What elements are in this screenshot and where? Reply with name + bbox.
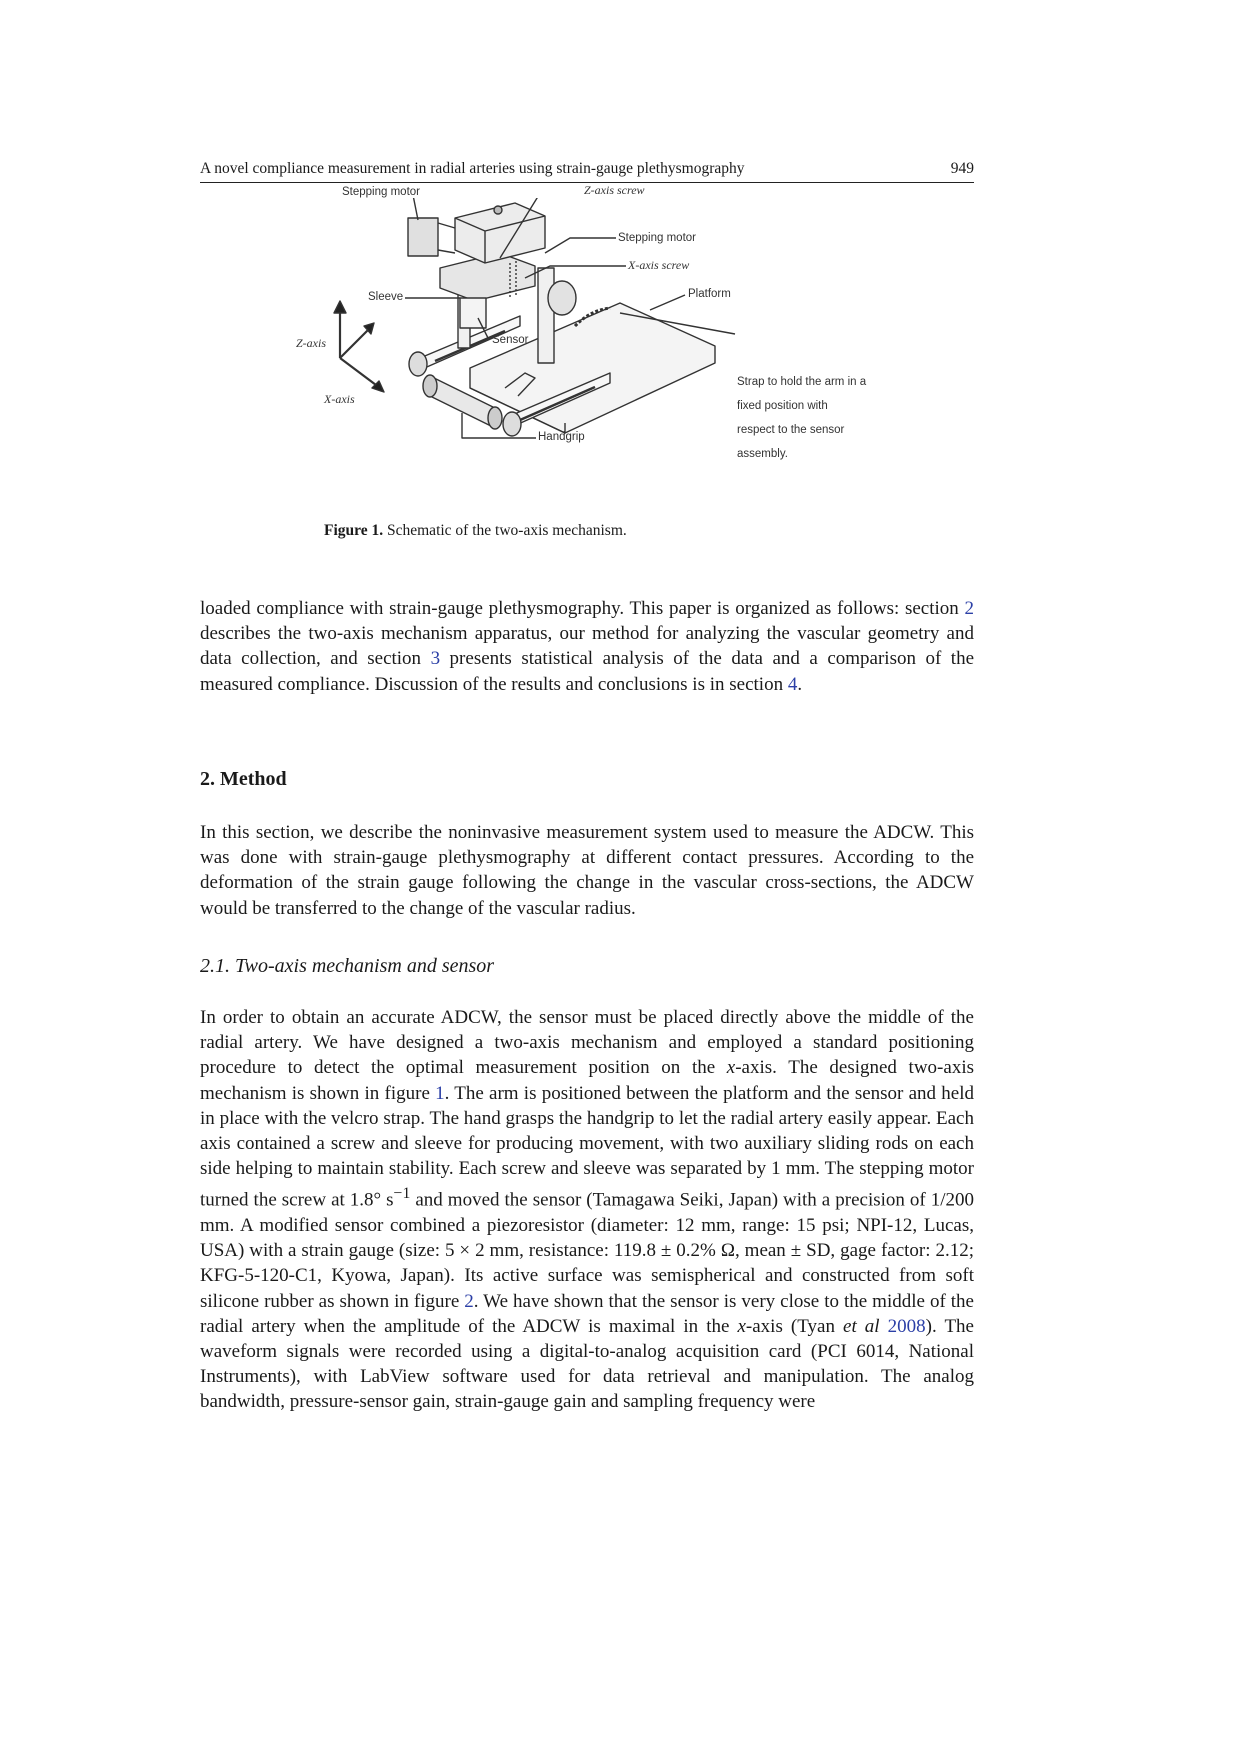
body-text-h: ). The waveform signals were recorded using a digital-to-analog acquisition card (PCI 6014, National Instruments), with LabView software used for data retrieval and manipulation. The analog bandwidth, pressure-sensor gain, strain-gauge gain and sampling frequency were: [200, 1315, 974, 1413]
label-stepping-motor-right: Stepping motor: [618, 232, 696, 244]
body-text-g: [880, 1316, 888, 1337]
section-link-2[interactable]: 2: [964, 598, 974, 619]
label-sensor: Sensor: [492, 334, 529, 346]
intro-text-2: describes the two-axis mechanism apparatus, our method for analyzing the vascular geometry and data collection, and section: [200, 623, 974, 670]
label-x-axis: X-axis: [324, 392, 355, 406]
subsection-heading-two-axis: 2.1. Two-axis mechanism and sensor: [200, 955, 495, 977]
label-platform: Platform: [688, 288, 731, 300]
two-axis-paragraph: [200, 1005, 974, 1415]
body-text-e: . We have shown that the sensor is very close to the middle of the radial artery when the amplitude of the ADCW is maximal in the: [200, 1290, 974, 1337]
stepping-motor-upper: [408, 218, 438, 256]
body-text-f: -axis (Tyan: [745, 1315, 844, 1337]
label-stepping-motor-top: Stepping motor: [342, 186, 420, 198]
section-link-3[interactable]: 3: [430, 648, 441, 670]
right-disk: [548, 281, 576, 315]
intro-paragraph: [200, 596, 974, 697]
label-x-axis-screw: X-axis screw: [628, 258, 690, 272]
label-handgrip: Handgrip: [538, 431, 585, 443]
y-axis-arrow: [340, 328, 370, 358]
leader-stepping-motor-right: [545, 238, 616, 253]
body-text-c: . The arm is positioned between the platform and the sensor and held in place with the velcro strap. The hand grasps the handgrip to let the radial artery easily appear. Each axis contained a screw and sleeve for producing movement, with two auxiliary sliding rods on each side helping to maintain stability. Each screw and sleeve was separated by 1 mm. The stepping motor turned the screw at 1.8° s: [200, 1082, 974, 1211]
leader-stepping-motor-top: [412, 198, 418, 220]
label-z-axis-screw: Z-axis screw: [584, 183, 645, 197]
section-heading-method: 2. Method: [200, 768, 287, 790]
page-number: 949: [950, 160, 974, 177]
x-variable: x: [726, 1057, 736, 1079]
figure-link-1[interactable]: 1: [435, 1082, 445, 1104]
section-link-4[interactable]: 4: [787, 673, 798, 695]
leader-platform: [650, 295, 685, 310]
running-title: A novel compliance measurement in radial arteries using strain-gauge plethysmography: [200, 160, 745, 177]
unit-superscript: −1: [393, 1185, 411, 1203]
citation-link-2008[interactable]: 2008: [887, 1315, 926, 1337]
x-variable-2: x: [737, 1315, 746, 1337]
figure-link-2[interactable]: 2: [464, 1290, 474, 1312]
knob-front: [503, 412, 521, 436]
body-text-d: and moved the sensor (Tamagawa Seiki, Japan) with a precision of 1/200 mm. A modified sensor combined a piezoresistor (diameter: 12 mm, range: 15 psi; NPI-12, Lucas, USA) with a strain gauge (size: 5 × 2 mm, resistance: 119.8 ± 0.2% Ω, mean ± SD, gage factor: 2.12; KFG-5-120-C1, Kyowa, Japan). Its active surface was semispherical and constructed from soft silicone rubber as shown in figure: [200, 1189, 974, 1312]
intro-text-1: loaded compliance with strain-gauge plethysmography. This paper is organized as follows: section: [200, 598, 965, 619]
body-text-a: In order to obtain an accurate ADCW, the sensor must be placed directly above the middle of the radial artery. We have designed a two-axis mechanism and employed a standard positioning procedure to detect the optimal measurement position on the: [200, 1007, 974, 1079]
x-axis-arrow: [340, 358, 380, 388]
right-post: [538, 268, 554, 363]
caption-label: Figure 1.: [324, 522, 384, 539]
sensor-column: [460, 298, 486, 328]
figure-caption: [324, 522, 627, 540]
knob-left: [409, 352, 427, 376]
intro-text-4: .: [797, 673, 803, 695]
label-z-axis: Z-axis: [296, 336, 326, 350]
figure-1: [296, 183, 900, 510]
running-head: [200, 160, 974, 183]
et-al: et al: [843, 1315, 880, 1337]
method-paragraph: In this section, we describe the noninvasive measurement system used to measure the ADCW. This was done with strain-gauge plethysmography at different contact pressures. According to the deformation of the strain gauge following the change in the vascular cross-sections, the ADCW would be transferred to the change of the vascular radius.: [200, 822, 974, 919]
body-text-b: -axis. The designed two-axis mechanism is shown in figure: [200, 1057, 974, 1104]
caption-text: Schematic of the two-axis mechanism.: [383, 522, 627, 539]
label-strap-note: Strap to hold the arm in a fixed position with respect to the sensor assembly.: [737, 376, 867, 460]
label-sleeve: Sleeve: [368, 291, 404, 303]
intro-text-3: presents statistical analysis of the data and a comparison of the measured compliance. Discussion of the results and conclusions is in section: [200, 648, 975, 695]
